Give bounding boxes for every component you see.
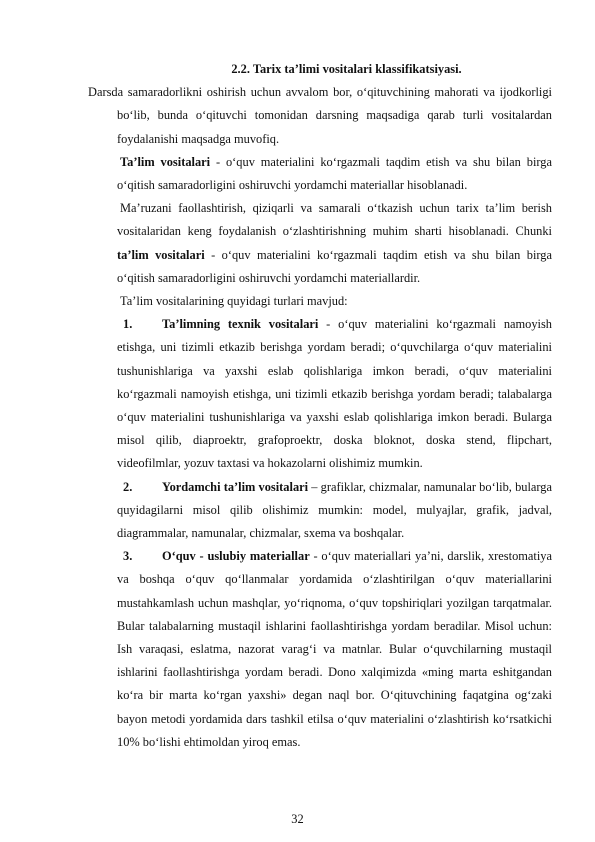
paragraph-2-term: Ta’lim vositalari (120, 154, 211, 169)
list-item-1-text: - o‘quv materialini ko‘rgazmali namoyish etishga, uni tizimli etkazib berishga yordam beradi; o‘quvchilarga o‘quv materialini tushunishlariga va yaxshi eslab qolishlariga imkon beradi, o‘quv materialini ko‘rgazmali namoyish etishga, uni tizimli etkazib berishga yordam beradi; talabalarga o‘quv materialini tushunishlariga va yaxshi eslab qolishlariga imkon beradi. Bularga misol qilib, diaproektr, grafoproektr, doska bloknot, doska stend, flipchart, videofilmlar, yozuv taxtasi va hokazolarni olishimiz mumkin. (117, 317, 553, 471)
page-number: 32 (291, 812, 304, 826)
paragraph-3-text-rest: - o‘quv materialini ko‘rgazmali taqdim etish va shu bilan birga o‘qitish samaradorligini oshiruvchi yordamchi materiallardir. (117, 247, 552, 285)
section-heading: 2.2. Tarix ta’limi vositalari klassifikatsiyasi. (231, 62, 462, 76)
list-item-1 (117, 313, 552, 475)
list-item-1-term: Ta’limning texnik vositalari (162, 317, 319, 332)
paragraph-1-text: Darsda samaradorlikni oshirish uchun avvalom bor, o‘qituvchining mahorati va ijodkorligi bo‘lib, bunda o‘qituvchi tomonidan darsning maqsadiga qarab turli vositalardan foydalanishi maqsadga muvofiq. (88, 85, 552, 146)
list-item-1-number: 1. (123, 317, 133, 332)
paragraph-3-text-start: Ma’ruzani faollashtirish, qiziqarli va samarali o‘tkazish uchun tarix ta’lim berish vositalaridan keng foydalanish o‘zlashtirishning muhim sharti hisoblanadi. Chunki (117, 201, 552, 239)
list-item-3-term: O‘quv - uslubiy materiallar (162, 549, 310, 564)
paragraph-2 (117, 151, 552, 197)
list-item-2-text: – grafiklar, chizmalar, namunalar bo‘lib, bularga quyidagilarni misol qilib olishimiz mumkin: model, mulyajlar, grafik, jadval, diagrammalar, namunalar, chizmalar, sxema va boshqalar. (117, 479, 552, 541)
list-item-2 (117, 476, 552, 546)
list-item-3 (117, 545, 552, 754)
paragraph-4-text: Ta’lim vositalarining quyidagi turlari mavjud: (120, 294, 348, 309)
paragraph-1 (88, 81, 552, 151)
paragraph-3 (117, 197, 552, 290)
list-item-3-number: 3. (123, 549, 133, 564)
page-content (88, 58, 553, 754)
list-item-2-term: Yordamchi ta’lim vositalari (162, 479, 309, 494)
paragraph-2-text: - o‘quv materialini ko‘rgazmali taqdim etish va shu bilan birga o‘qitish samaradorligini oshiruvchi yordamchi materiallar hisoblanadi. (117, 154, 552, 193)
list-item-3-text: - o‘quv materiallari ya’ni, darslik, xrestomatiya va boshqa o‘quv qo‘llanmalar yordamida o‘zlashtirilgan o‘quv materiallarini mustahkamlash uchun mashqlar, yo‘riqnoma, o‘quv topshiriqlari yozilgan tarqatmalar. Bular talabalarning mustaqil ishlarini faollashtirishga yordam beradilar. Misol uchun: Ish varaqasi, eslatma, nazorat varag‘i va matnlar. Bular o‘quvchilarning mustaqil ishlarini faollashtirishga yordam beradi. Dono xalqimizda «ming marta eshitgandan ko‘ra bir marta ko‘rgan yaxshi» degan naql bor. O‘qituvchining faqatgina og‘zaki bayon metodi yordamida dars tashkil etilsa o‘quv materialini o‘zlashtirish ko‘rsatkichi 10% bo‘lishi ehtimoldan yiroq emas. (117, 549, 552, 749)
list-item-2-number: 2. (123, 479, 133, 494)
paragraph-3-term: ta’lim vositalari (117, 247, 205, 262)
paragraph-4 (117, 290, 552, 313)
